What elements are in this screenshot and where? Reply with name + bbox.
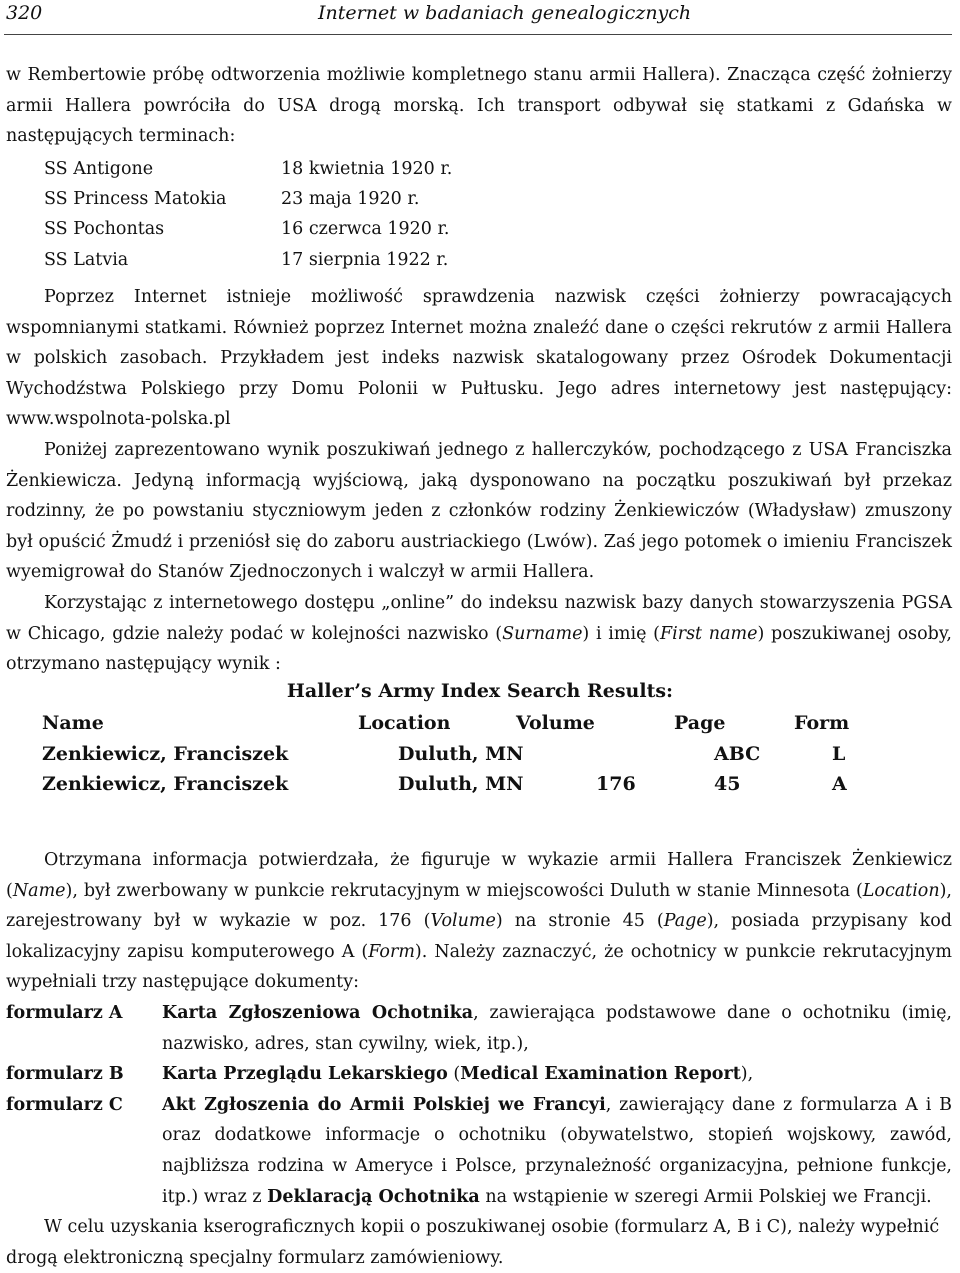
- term-surname: Surname: [502, 623, 583, 644]
- cell-form: A: [832, 773, 847, 795]
- header-page: Page: [674, 712, 726, 734]
- text-fragment: ), zarejestrowany był w wykazie w poz. 176 (: [6, 880, 952, 932]
- term-volume: Volume: [430, 911, 496, 932]
- cell-page: 45: [714, 773, 741, 795]
- text-fragment: ), był zwerbowany w punkcie rekrutacyjnym w miejscowości Duluth w stanie Minnesota (: [65, 880, 863, 901]
- ship-date: 17 sierpnia 1922 r.: [281, 249, 449, 270]
- ship-name: SS Latvia: [44, 249, 129, 270]
- header-name: Name: [42, 712, 104, 734]
- paragraph-internet: Poprzez Internet istnieje możliwość sprawdzenia nazwisk części żołnierzy powracających wspomnianymi statkami. Również poprzez Internet można znaleźć dane o części rekrutów z armii Hallera w polskich zasobach. Przykładem jest indeks nazwisk skatalogowany przez Ośrodek Dokumentacji Wychodźstwa Polskiego przy Domu Polonii w Pułtusku. Jego adres internetowy jest następujący: www.wspolnota-polska.pl: [6, 287, 952, 430]
- term-first-name: First name: [659, 623, 758, 644]
- text-fragment: ),: [740, 1064, 754, 1085]
- term-location: Location: [862, 880, 940, 901]
- declaration-title: Deklaracją Ochotnika: [267, 1186, 480, 1207]
- ship-row: [44, 214, 452, 244]
- text-fragment: , zawierający dane z formularza A i B oraz dodatkowe informacje o ochotniku (obywatelstwo, stopień wojskowy, zawód, najbliższa rodzina w Ameryce i Polsce, przynależność organizacyjna, pełnione funkcje, itp.) wraz z: [162, 1094, 952, 1207]
- closing-paragraph: W celu uzyskania kserograficznych kopii o poszukiwanej osobie (formularz A, B i C), należy wypełnić drogą elektroniczną specjalny formularz zamówieniowy.: [6, 1217, 940, 1268]
- ship-date: 18 kwietnia 1920 r.: [281, 159, 453, 179]
- cell-location: Duluth, MN: [398, 742, 524, 765]
- form-description: [162, 1059, 952, 1090]
- text-fragment: (: [447, 1064, 461, 1085]
- cell-form: L: [832, 742, 846, 765]
- table-row: [42, 771, 912, 802]
- form-item: [6, 1059, 952, 1090]
- header-form: Form: [794, 712, 850, 734]
- form-title: Akt Zgłoszenia do Armii Polskiej we Francyi: [162, 1094, 606, 1115]
- page-number: 320: [6, 2, 43, 24]
- term-name: Name: [12, 880, 66, 901]
- header-location: Location: [358, 712, 451, 734]
- header-volume: Volume: [516, 712, 595, 734]
- text-fragment: ) poszukiwanej osoby, otrzymano następujący wynik :: [6, 623, 952, 675]
- form-label: formularz A: [6, 1003, 123, 1023]
- cell-volume: 176: [596, 773, 636, 795]
- text-fragment: Otrzymana informacja potwierdzała, że figuruje w wykazie armii Hallera Franciszek Żenkiewicz (: [6, 850, 952, 901]
- cell-location: Duluth, MN: [398, 773, 524, 795]
- form-label: formularz B: [6, 1064, 124, 1085]
- table-row: [42, 741, 912, 772]
- form-title: Karta Zgłoszeniowa Ochotnika: [162, 1003, 474, 1023]
- results-header-row: [42, 710, 912, 741]
- text-fragment: ). Należy zaznaczyć, że ochotnicy w punkcie rekrutacyjnym wypełniali trzy następujące dokumenty:: [6, 941, 952, 993]
- intro-paragraph: w Rembertowie próbę odtworzenia możliwie kompletnego stanu armii Hallera). Znacząca część żołnierzy armii Hallera powróciła do USA drogą morską. Ich transport odbywał się statkami z Gdańska w następujących terminach:: [6, 65, 952, 147]
- text-fragment: na wstąpienie w szeregi Armii Polskiej we Francji.: [479, 1186, 932, 1207]
- text-fragment: ) i imię (: [582, 623, 660, 644]
- cell-name: Zenkiewicz, Franciszek: [42, 742, 289, 765]
- paragraph-search-example: Poniżej zaprezentowano wynik poszukiwań jednego z hallerczyków, pochodzącego z USA Franciszka Żenkiewicza. Jedyną informacją wyjściową, jaką dysponowano na początku poszukiwań był przekaz rodzinny, że po powstaniu styczniowym jeden z członków rodziny Żenkiewiczów (Władysław) zmuszony był opuścić Żmudź i przeniósł się do zaboru austriackiego (Lwów). Zaś jego potomek o imieniu Franciszek wyemigrował do Stanów Zjednoczonych i walczył w armii Hallera.: [6, 439, 952, 583]
- conclusion-block: [6, 845, 952, 998]
- ship-name: SS Antigone: [44, 159, 154, 179]
- form-description: [162, 998, 952, 1059]
- text-fragment: ), posiada przypisany kod lokalizacyjny zapisu komputerowego A (: [6, 911, 952, 962]
- ship-date: 23 maja 1920 r.: [281, 189, 420, 210]
- text-fragment: , zawierająca podstawowe dane o ochotniku (imię, nazwisko, adres, stan cywilny, wiek, itp.),: [162, 1003, 952, 1054]
- form-description: [162, 1090, 952, 1212]
- term-page: Page: [663, 911, 707, 932]
- main-paragraphs: [6, 282, 952, 680]
- cell-name: Zenkiewicz, Franciszek: [42, 773, 289, 795]
- ship-row: [44, 154, 452, 184]
- ship-name: SS Princess Matokia: [44, 189, 227, 210]
- form-title: Karta Przeglądu Lekarskiego: [162, 1064, 448, 1085]
- text-fragment: ) na stronie 45 (: [495, 911, 664, 932]
- form-item: [6, 998, 952, 1059]
- results-title: Haller’s Army Index Search Results:: [286, 680, 674, 702]
- form-item: [6, 1090, 952, 1212]
- term-form: Form: [368, 941, 415, 962]
- ship-date: 16 czerwca 1920 r.: [281, 219, 450, 240]
- conclusion-paragraph: [6, 845, 952, 998]
- forms-list: [6, 998, 952, 1273]
- results-table: [42, 710, 912, 802]
- page-header: [0, 0, 960, 30]
- running-title: Internet w badaniach genealogicznych: [318, 2, 692, 24]
- ship-list: [44, 154, 452, 275]
- ship-row: [44, 245, 452, 275]
- header-rule: [4, 34, 952, 35]
- intro-block: [6, 60, 952, 152]
- text-fragment: Korzystając z internetowego dostępu „online” do indeksu nazwisk bazy danych stowarzyszenia PGSA w Chicago, gdzie należy podać w kolejności nazwisko (: [6, 592, 952, 644]
- form-label: formularz C: [6, 1094, 123, 1115]
- paragraph-pgsa: [6, 588, 952, 680]
- cell-page: ABC: [714, 742, 761, 765]
- form-title-english: Medical Examination Report: [460, 1064, 741, 1085]
- ship-name: SS Pochontas: [44, 219, 165, 240]
- ship-row: [44, 184, 452, 214]
